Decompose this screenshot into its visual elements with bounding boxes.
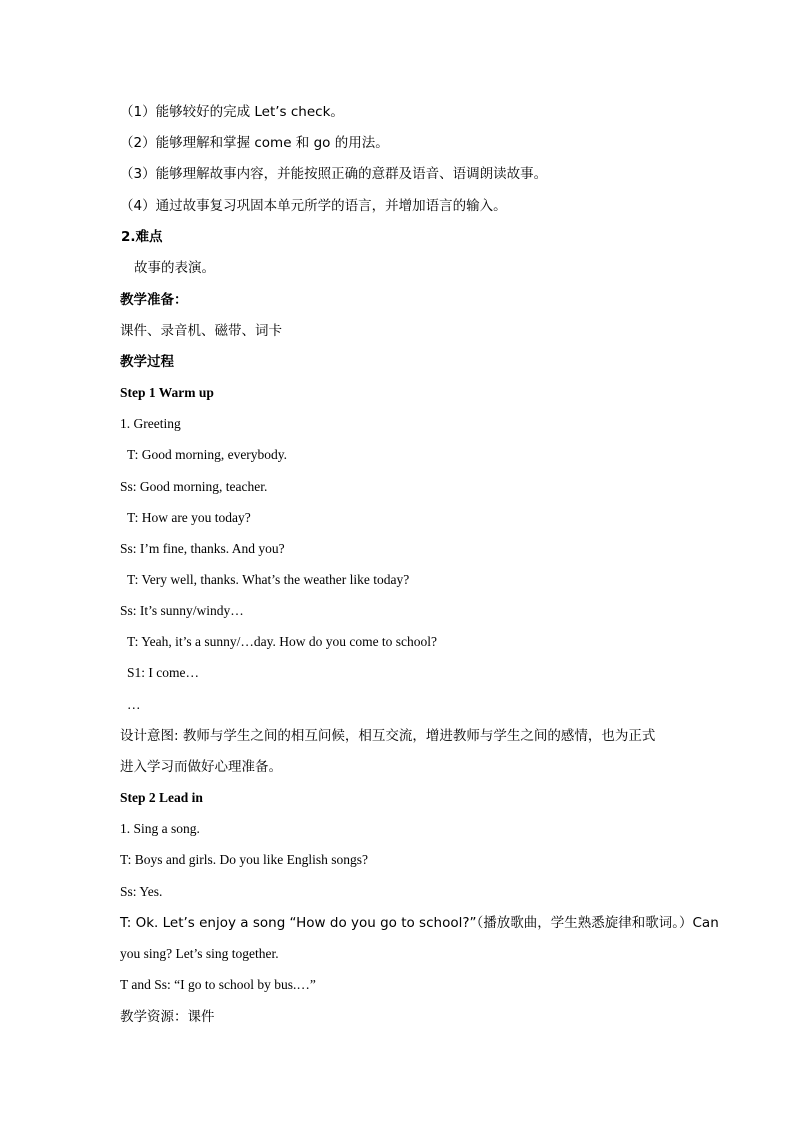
dialogue-line: T: Ok. Let’s enjoy a song “How do you go to school?”（播放歌曲，学生熟悉旋律和歌词。）Can: [120, 915, 719, 931]
difficulty-text: 故事的表演。: [134, 260, 215, 276]
design-intent-cont: 进入学习而做好心理准备。: [120, 759, 282, 775]
dialogue-line: S1: I come…: [127, 665, 199, 680]
dialogue-line: Ss: Yes.: [120, 884, 163, 899]
dialogue-line: T and Ss: “I go to school by bus.…”: [120, 977, 316, 992]
ellipsis-line: …: [127, 697, 141, 712]
dialogue-line: T: Good morning, everybody.: [127, 447, 288, 462]
difficulty-heading: 2.难点: [121, 229, 163, 245]
preparation-text: 课件、录音机、磁带、词卡: [120, 323, 282, 339]
dialogue-line: Ss: It’s sunny/windy…: [120, 603, 244, 618]
dialogue-line: Ss: I’m fine, thanks. And you?: [120, 541, 285, 556]
objective-1: （1）能够较好的完成 Let’s check。: [120, 104, 344, 120]
dialogue-line: T: How are you today?: [127, 510, 251, 525]
design-intent: 设计意图: 教师与学生之间的相互问候，相互交流，增进教师与学生之间的感情，也为正式: [120, 728, 656, 744]
preparation-heading: 教学准备：: [120, 292, 188, 308]
dialogue-line-cont: you sing? Let’s sing together.: [120, 946, 279, 961]
dialogue-line: T: Yeah, it’s a sunny/…day. How do you come to school?: [127, 634, 438, 649]
sing-song-label: 1. Sing a song.: [120, 821, 200, 836]
process-heading: 教学过程: [120, 354, 174, 370]
objective-4: （4）通过故事复习巩固本单元所学的语言，并增加语言的输入。: [120, 198, 507, 214]
dialogue-line: T: Very well, thanks. What’s the weather like today?: [127, 572, 410, 587]
step2-heading: Step 2 Lead in: [120, 790, 203, 805]
objective-2: （2）能够理解和掌握 come 和 go 的用法。: [120, 135, 389, 151]
dialogue-line: T: Boys and girls. Do you like English songs?: [120, 852, 368, 867]
dialogue-line: Ss: Good morning, teacher.: [120, 479, 268, 494]
step1-heading: Step 1 Warm up: [120, 385, 214, 400]
resource-line: 教学资源：课件: [120, 1009, 215, 1025]
greeting-label: 1. Greeting: [120, 416, 181, 431]
objective-3: （3）能够理解故事内容，并能按照正确的意群及语音、语调朗读故事。: [120, 166, 548, 182]
